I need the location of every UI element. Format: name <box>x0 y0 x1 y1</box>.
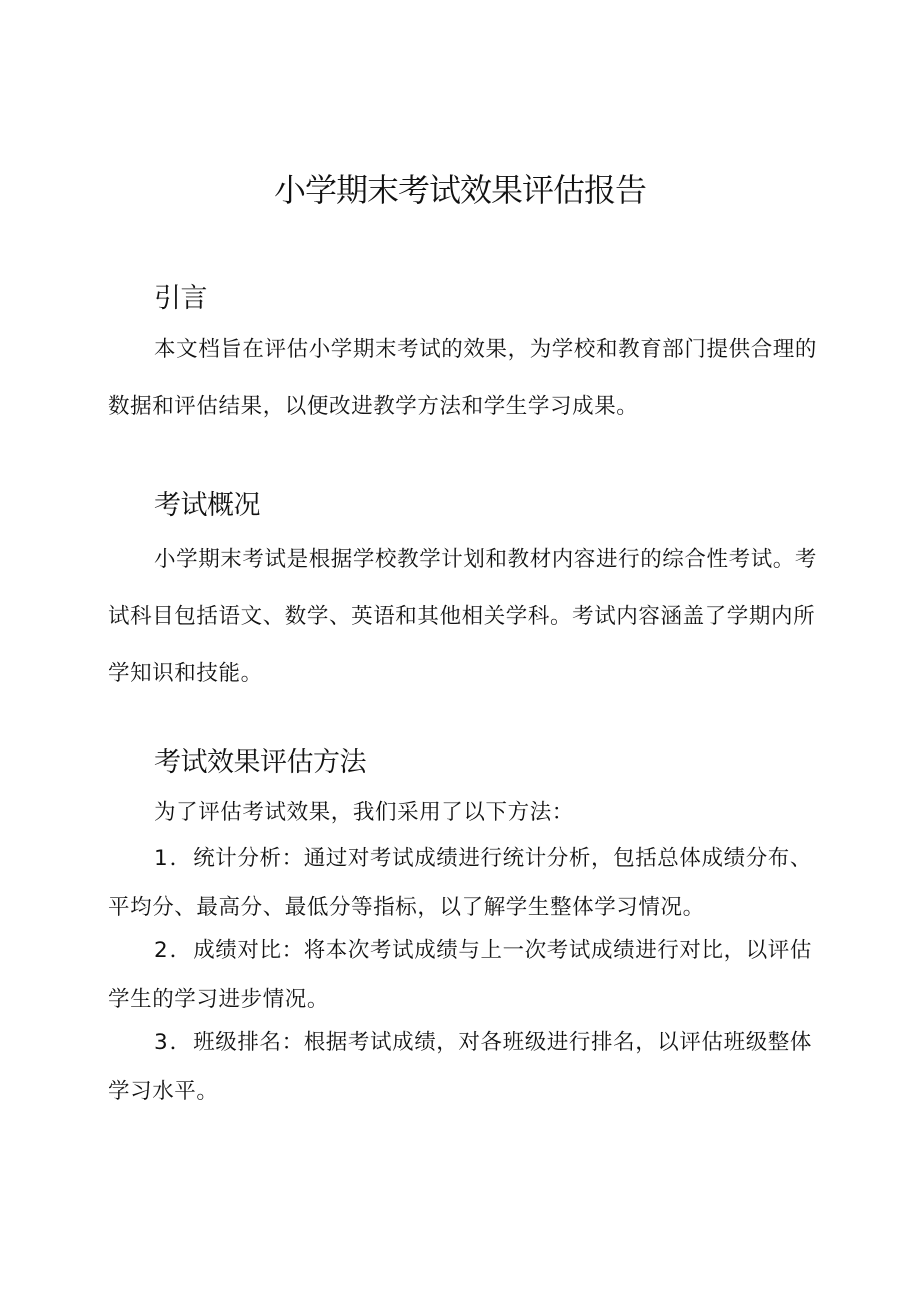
method-item-comparison <box>108 926 828 1024</box>
list-text: 班级排名：根据考试成绩，对各班级进行排名，以评估班级整体学习水平。 <box>108 1030 812 1104</box>
introduction-paragraph: 本文档旨在评估小学期末考试的效果，为学校和教育部门提供合理的数据和评估结果，以便改进教学方法和学生学习成果。 <box>108 337 818 419</box>
evaluation-methods-intro: 为了评估考试效果，我们采用了以下方法： <box>154 800 574 825</box>
method-item-statistics <box>108 834 828 932</box>
list-number: 2． <box>154 938 194 963</box>
list-number: 3． <box>154 1030 194 1055</box>
list-text: 统计分析：通过对考试成绩进行统计分析，包括总体成绩分布、平均分、最高分、最低分等指标，以了解学生整体学习情况。 <box>108 846 812 920</box>
section-heading-evaluation-methods: 考试效果评估方法 <box>154 747 366 778</box>
section-heading-exam-overview: 考试概况 <box>154 490 260 521</box>
method-item-ranking <box>108 1018 828 1116</box>
section-heading-introduction: 引言 <box>154 283 207 314</box>
list-text: 成绩对比：将本次考试成绩与上一次考试成绩进行对比，以评估学生的学习进步情况。 <box>108 938 812 1012</box>
list-number: 1． <box>154 846 194 871</box>
document-title: 小学期末考试效果评估报告 <box>273 171 646 209</box>
exam-overview-paragraph: 小学期末考试是根据学校教学计划和教材内容进行的综合性考试。考试科目包括语文、数学、英语和其他相关学科。考试内容涵盖了学期内所学知识和技能。 <box>108 547 818 686</box>
